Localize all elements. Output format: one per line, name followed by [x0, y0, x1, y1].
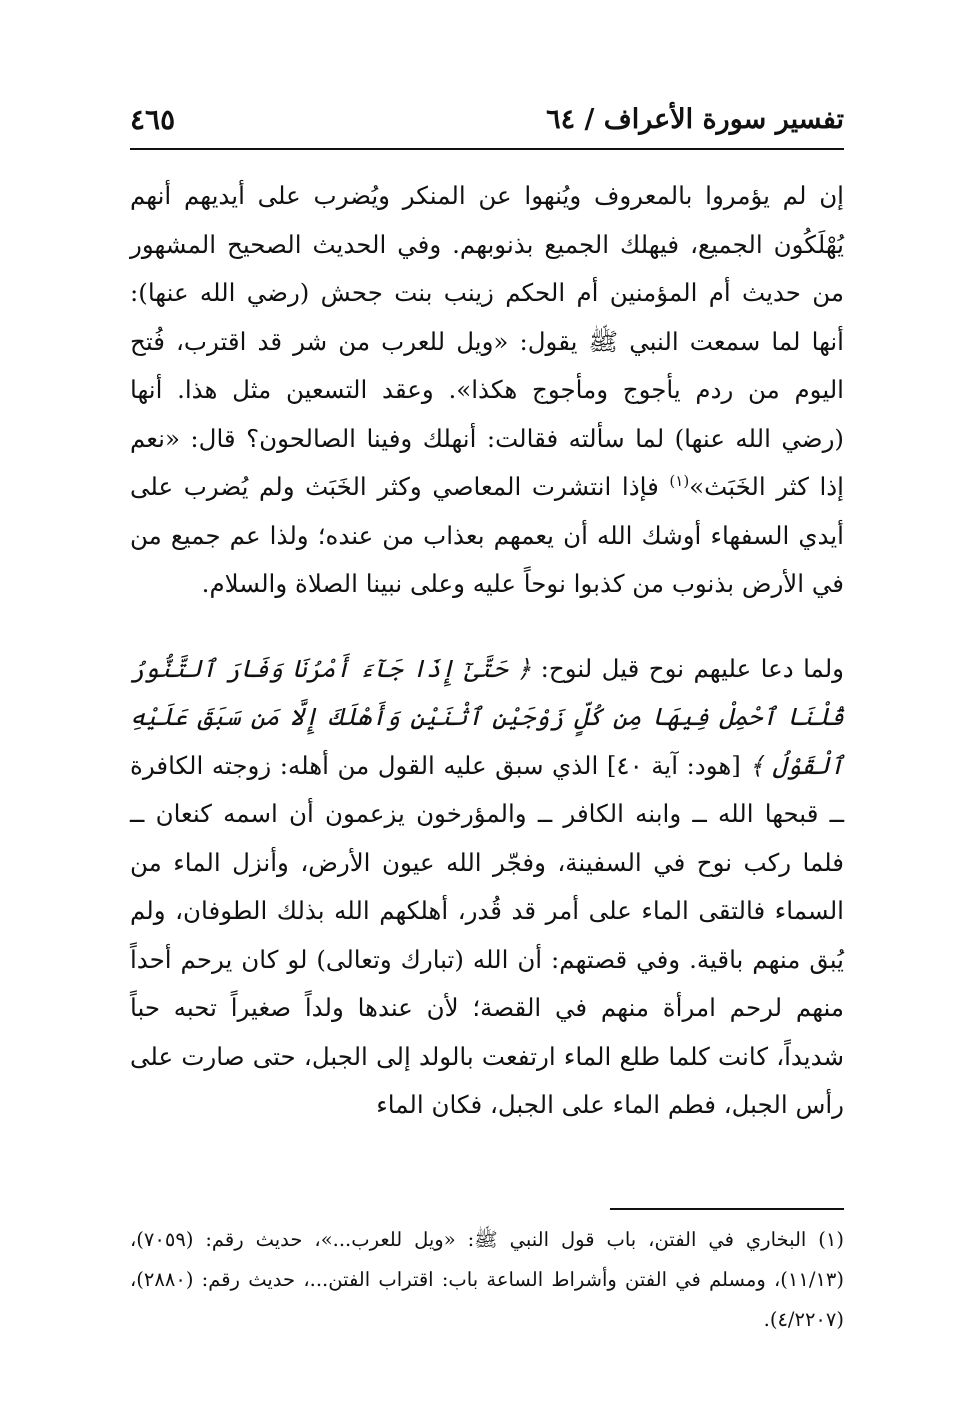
page-number: ٤٦٥	[130, 103, 176, 136]
footnote-reference: (١)	[669, 471, 690, 490]
footnote-divider	[610, 1208, 844, 1210]
paragraph-text: إن لم يؤمروا بالمعروف ويُنهوا عن المنكر ويُضرب على أيديهم أنهم يُهْلَكُون الجميع، فيهلك الجميع بذنوبهم. وفي الحديث الصحيح المشهور من حديث أم المؤمنين أم الحكم زينب بنت جحش (رضي الله عنها): أنها لما سمعت النبي ﷺ يقول: «ويل للعرب من شر قد اقترب، فُتح اليوم من ردم يأجوج ومأجوج هكذا». وعقد التسعين مثل هذا. أنها (رضي الله عنها) لما سألته فقالت: أنهلك وفينا الصالحون؟ قال: «نعم إذا كثر الخَبَث»	[130, 181, 844, 501]
running-title: تفسير سورة الأعراف / ٦٤	[546, 104, 844, 135]
paragraph-spacer	[130, 609, 844, 645]
paragraph-text: ولما دعا عليهم نوح قيل لنوح:	[531, 653, 845, 683]
main-text	[130, 172, 844, 1130]
paragraph	[130, 172, 844, 609]
paragraph	[130, 645, 844, 1130]
paragraph-text: [هود: آية ٤٠] الذي سبق عليه القول من أهله: زوجته الكافرة ــ قبحها الله ــ وابنه الكافر ــ والمؤرخون يزعمون أن اسمه كنعان ــ فلما ركب نوح في السفينة، وفجّر الله عيون الأرض، وأنزل الماء من السماء فالتقى الماء على أمر قد قُدر، أهلكهم الله بذلك الطوفان، ولم يُبق منهم باقية. وفي قصتهم: أن الله (تبارك وتعالى) لو كان يرحم أحداً منهم لرحم امرأة منهم في القصة؛ لأن عندها ولداً صغيراً تحبه حباً شديداً، كانت كلما طلع الماء ارتفعت بالولد إلى الجبل، حتى صارت على رأس الجبل، فطم الماء على الجبل، فكان الماء	[130, 750, 844, 1119]
quran-verse: ﴿ حَتَّىٰٓ إِذَا جَآءَ أَمْرُنَا وَفَارَ ٱلتَّنُّورُ قُلْنَا ٱحْمِلْ فِيهَا مِن كُلٍّ زَوْجَيْنِ ٱثْنَيْنِ وَأَهْلَكَ إِلَّا مَن سَبَقَ عَلَيْهِ ٱلْقَوْلُ ﴾	[130, 653, 844, 780]
paragraph-text: فإذا انتشرت المعاصي وكثر الخَبَث ولم يُضرب على أيدي السفهاء أوشك الله أن يعمهم بعذاب من عنده؛ ولذا عم جميع من في الأرض بذنوب من كذبوا نوحاً عليه وعلى نبينا الصلاة والسلام.	[130, 472, 844, 598]
footnotes	[130, 1220, 844, 1340]
page-header	[130, 100, 844, 144]
footnote: (١) البخاري في الفتن، باب قول النبي ﷺ: «ويل للعرب...»، حديث رقم: (٧٠٥٩)، (١١/١٣)، ومسلم في الفتن وأشراط الساعة باب: اقتراب الفتن...، حديث رقم: (٢٨٨٠)، (٤/٢٢٠٧).	[130, 1228, 844, 1331]
header-divider	[130, 148, 844, 150]
